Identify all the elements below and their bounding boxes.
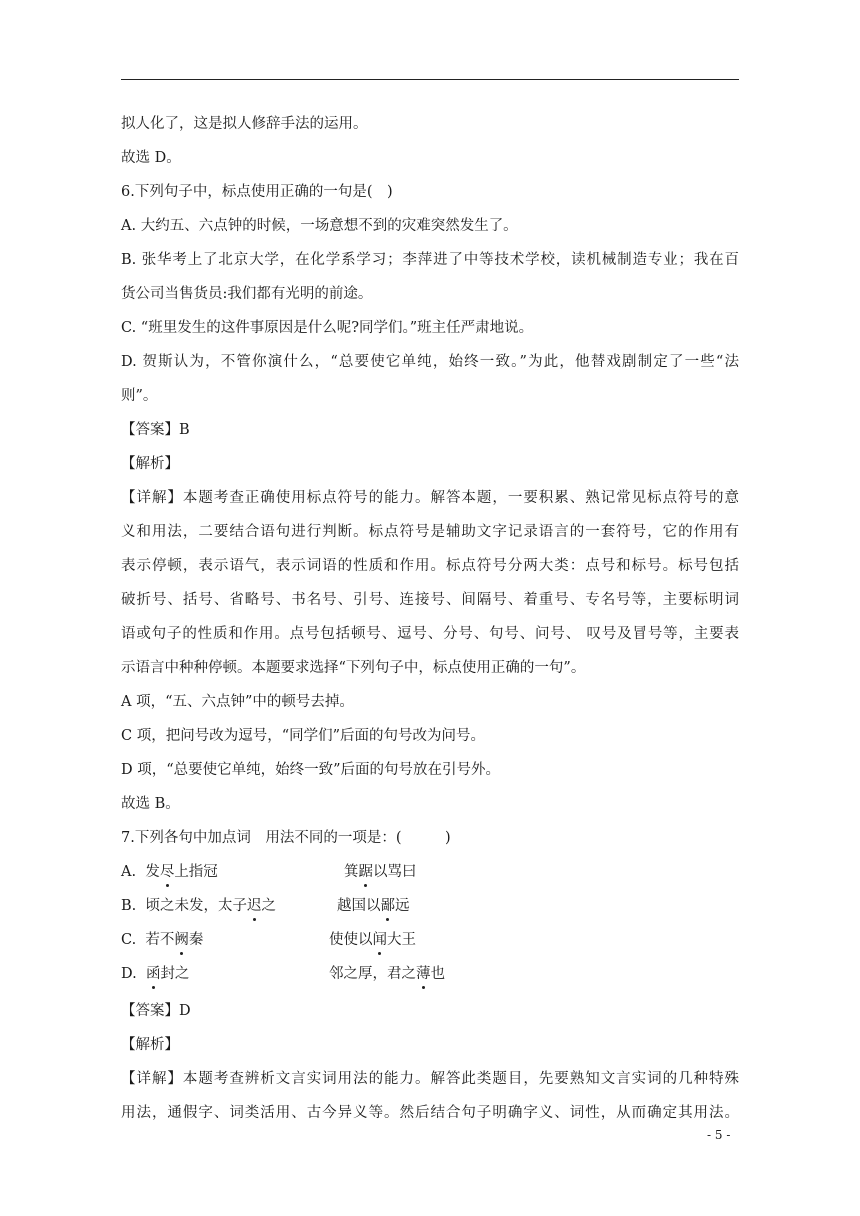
emphasis-char: 鄙 [380,898,395,914]
question-7-stem: 7.下列各句中加点词 用法不同的一项是：( ) [121,830,451,846]
answer-label: 【答案】B [121,422,190,438]
q7-option-c-right: 使使以闻大王 [329,932,416,948]
option-a: A. 大约五、六点钟的时候，一场意想不到的灾难突然发生了。 [121,218,518,234]
option-d: D. 贺斯认为，不管你演什么，“总要使它单纯，始终一致。”为此，他替戏剧制定了一些“法 [121,354,739,370]
answer-label: 【答案】D [121,1003,191,1019]
explanation-line: 【详解】本题考查辨析文言实词用法的能力。解答此类题目，先要熟知文言实词的几种特殊 [121,1071,739,1087]
explanation-line: 语或句子的性质和作用。点号包括顿号、逗号、分号、句号、问号、 叹号及冒号等，主要表 [121,626,739,642]
explanation-line: A 项，“五、六点钟”中的顿号去掉。 [121,694,354,710]
option-b-cont: 货公司当售货员:我们都有光明的前途。 [121,286,373,302]
explanation-line: 义和用法，二要结合语句进行判断。标点符号是辅助文字记录语言的一套符号，它的作用有 [121,524,739,540]
q7-option-d: D. 函封之 [121,966,190,982]
emphasis-char: 尽 [159,864,175,880]
emphasis-char: 函 [145,966,161,982]
explanation-line: D 项，“总要使它单纯，始终一致”后面的句号放在引号外。 [121,762,501,778]
emphasis-char: 闻 [372,932,387,948]
page-number: - 5 - [707,1128,731,1142]
explanation-line: 表示停顿，表示语气，表示词语的性质和作用。标点符号分两大类：点号和标号。标号包括 [121,558,739,574]
q7-option-d-right: 邻之厚，君之薄也 [329,966,445,982]
q7-option-a-right: 箕踞以骂曰 [344,864,417,880]
explanation-line: 【详解】本题考查正确使用标点符号的能力。解答本题，一要积累、熟记常见标点符号的意 [121,490,739,506]
analysis-label: 【解析】 [121,1037,179,1053]
explanation-line: 破折号、括号、省略号、书名号、引号、连接号、间隔号、着重号、专名号等，主要标明词 [121,592,739,608]
emphasis-char: 迟 [246,898,262,914]
option-c: C. “班里发生的这件事原因是什么呢?同学们。”班主任严肃地说。 [121,320,534,336]
explanation-line: 示语言中种种停顿。本题要求选择“下列句子中，标点使用正确的一句”。 [121,660,586,676]
option-d-cont: 则”。 [121,388,158,404]
emphasis-char: 踞 [358,864,373,880]
q7-option-b-right: 越国以鄙远 [337,898,410,914]
question-6-stem: 6.下列句子中，标点使用正确的一句是( ) [121,184,393,200]
explanation-line: 用法，通假字、词类活用、古今异义等。然后结合句子明确字义、词性，从而确定其用法。 [121,1105,739,1121]
text-line: 故选 D。 [121,150,181,166]
emphasis-char: 薄 [416,966,431,982]
explanation-line: C 项，把问号改为逗号，“同学们”后面的句号改为问号。 [121,728,486,744]
conclusion: 故选 B。 [121,796,180,812]
text-line: 拟人化了，这是拟人修辞手法的运用。 [121,116,368,132]
q7-option-a: A. 发尽上指冠 [121,864,218,880]
emphasis-char: 阙 [174,932,189,948]
header-rule [121,79,739,80]
q7-option-b: B. 顷之未发，太子迟之 [121,898,276,914]
option-b: B. 张华考上了北京大学，在化学系学习；李萍进了中等技术学校，读机械制造专业；我在百 [121,252,739,268]
analysis-label: 【解析】 [121,456,179,472]
q7-option-c: C. 若不阙秦 [121,932,204,948]
